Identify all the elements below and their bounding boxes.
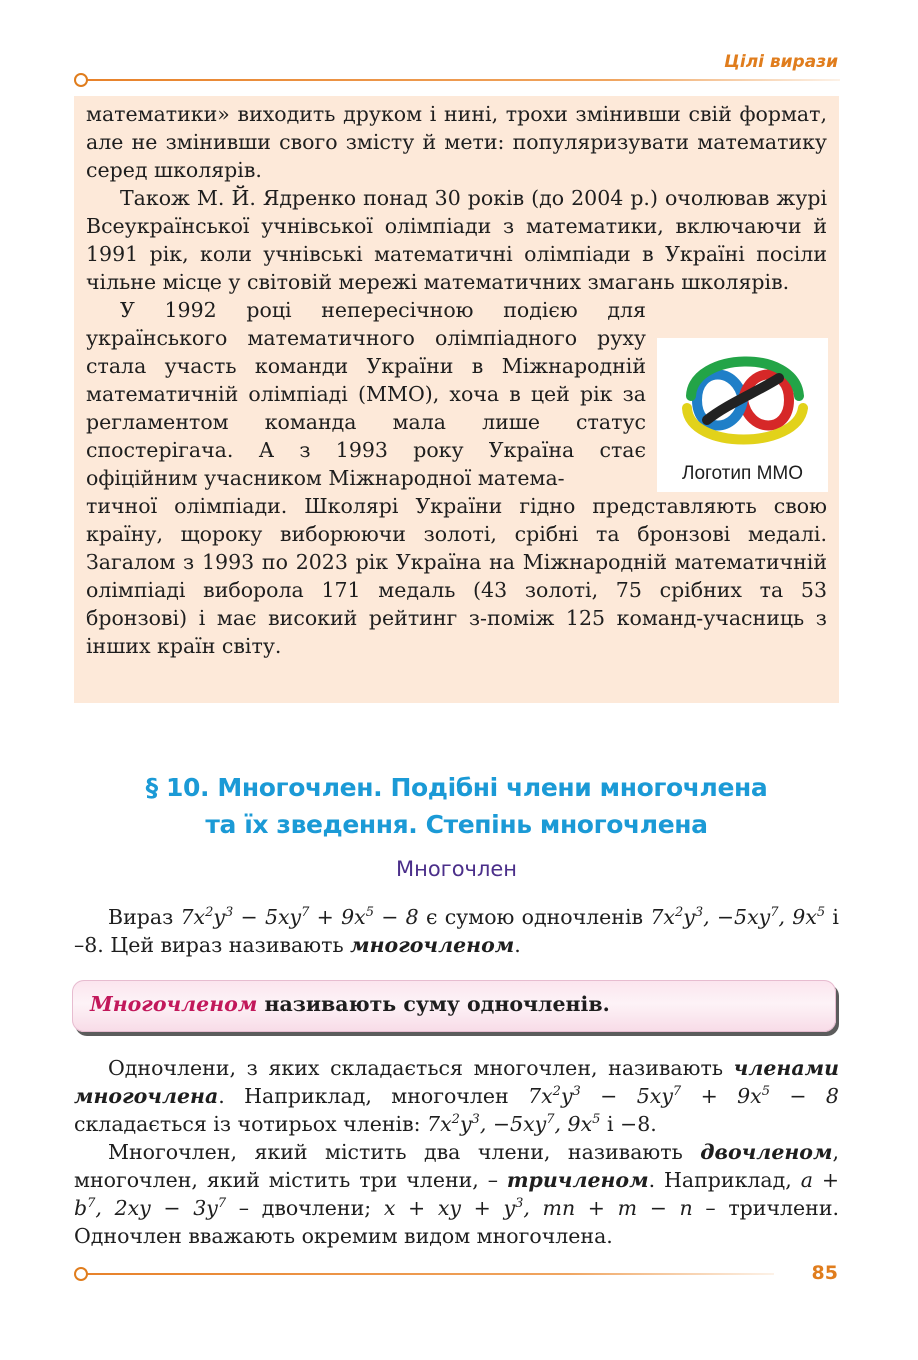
info-paragraph-3-wrapped: У 1992 році непересічною подією для українського математичного олімпіадного руху стала участь команди України в Міжнародній математичній олімпіаді (ММО), хоча в цей рік за регламентом команда мала лише статус спостерігача. А з 1993 року Україна стає офіційним учасником Міжнародної матема- [86, 298, 646, 490]
intro-text-b: є сумою одночленів [418, 905, 651, 929]
section-title-line-2: та їх зведення. Степінь многочлена [205, 810, 708, 839]
intro-text [74, 903, 839, 959]
imo-logo-caption: Логотип ММО [681, 463, 803, 484]
p2-expr-polynomial: $7x^2y^3 - 5xy^7 + 9x^5 - 8$ [528, 1084, 839, 1108]
p3-text-a: Многочлен, який містить два члени, називають [108, 1140, 701, 1164]
body-paragraph-binomials [74, 1138, 839, 1250]
section-title-line-1: § 10. Многочлен. Подібні члени многочлена [145, 773, 768, 802]
p2-expr-terms: $7x^2y^3$, $-5xy^7$, $9x^5$ [427, 1112, 601, 1136]
p3-expr-trinomials: x + xy + $y^3$, mn + m − n [383, 1196, 693, 1220]
intro-paragraph: Вираз $7x^2y^3 - 5xy^7 + 9x^5 - 8$ є сумою одночленів $7x^2y^3$, $-5xy^7$, $9x^5$ і –8. Цей вираз називають многочленом. [74, 905, 839, 957]
p2-text-b: . Наприклад, многочлен [218, 1084, 529, 1108]
p2-term: членами многочлена [74, 1056, 839, 1108]
p3-text-c: . Наприклад, [648, 1168, 801, 1192]
footer-rule-dot [74, 1267, 88, 1281]
definition-term: Многочленом [90, 992, 258, 1016]
p3-text-e: – тричлени. Одночлен вважають окремим видом многочлена. [74, 1196, 839, 1248]
imo-logo-image [657, 338, 828, 463]
footer-rule [84, 1273, 774, 1275]
header-rule-dot [74, 73, 88, 87]
expr-monomials: $7x^2y^3$, $-5xy^7$, $9x^5$ [650, 905, 826, 929]
p3-term-trinomial: тричленом [506, 1168, 649, 1192]
page-number: 85 [811, 1262, 838, 1284]
p2-text-c: складається із чотирьох членів: [74, 1112, 428, 1136]
p2-text-a: Одночлени, з яких складається многочлен, називають [108, 1056, 734, 1080]
definition-rest: називають суму одночленів. [257, 992, 610, 1016]
p3-term-binomial: двочленом [700, 1140, 833, 1164]
imo-logo-card [657, 338, 828, 492]
body-text [74, 1054, 839, 1250]
p3-text-b: , многочлен, який містить три члени, – [74, 1140, 839, 1192]
info-paragraph-3-full: тичної олімпіади. Школярі України гідно представляють свою країну, щороку виборюючи золоті, срібні та бронзові медалі. Загалом з 1993 по 2023 рік Україна на Міжнародній математичній олімпіаді виборола 171 медаль (43 золоті, 75 срібних та 53 бронзові) і має високий рейтинг з-поміж 125 команд-учасниць з інших країн світу. [86, 494, 827, 658]
definition-box [72, 980, 836, 1032]
intro-text-a: Вираз [108, 905, 181, 929]
info-paragraph-2: Також М. Й. Ядренко понад 30 років (до 2004 р.) очолював журі Всеукраїнської учнівської олімпіади з математики, включаючи й 1991 рік, коли учнівські математичні олімпіади в Україні посіли чільне місце у світовій мережі математичних змагань школярів. [86, 186, 827, 294]
p3-expr-binomials: $a + b^7$, $2xy - 3y^7$ [74, 1168, 839, 1220]
p3-text-d: – двочлени; [226, 1196, 384, 1220]
running-head: Цілі вирази [724, 52, 838, 72]
intro-text-c: і –8. Цей вираз називають [74, 905, 839, 957]
info-paragraph-1: математики» виходить друком і нині, трохи змінивши свій формат, але не змінивши свого змісту й мети: популяризувати математику серед школярів. [86, 102, 827, 182]
header-rule [84, 79, 840, 81]
intro-term: многочленом [350, 933, 515, 957]
info-box [74, 96, 839, 703]
expr-polynomial: $7x^2y^3 - 5xy^7 + 9x^5 - 8$ [180, 905, 419, 929]
definition-text [90, 992, 610, 1016]
subsection-title: Многочлен [395, 857, 518, 881]
body-paragraph-members: Одночлени, з яких складається многочлен, називають членами многочлена. Наприклад, многочлен $7x^2y^3 - 5xy^7 + 9x^5 - 8$ складається із чотирьох членів: $7x^2y^3$, $-5xy^7$, $9x^5$ і −8. [74, 1056, 839, 1136]
